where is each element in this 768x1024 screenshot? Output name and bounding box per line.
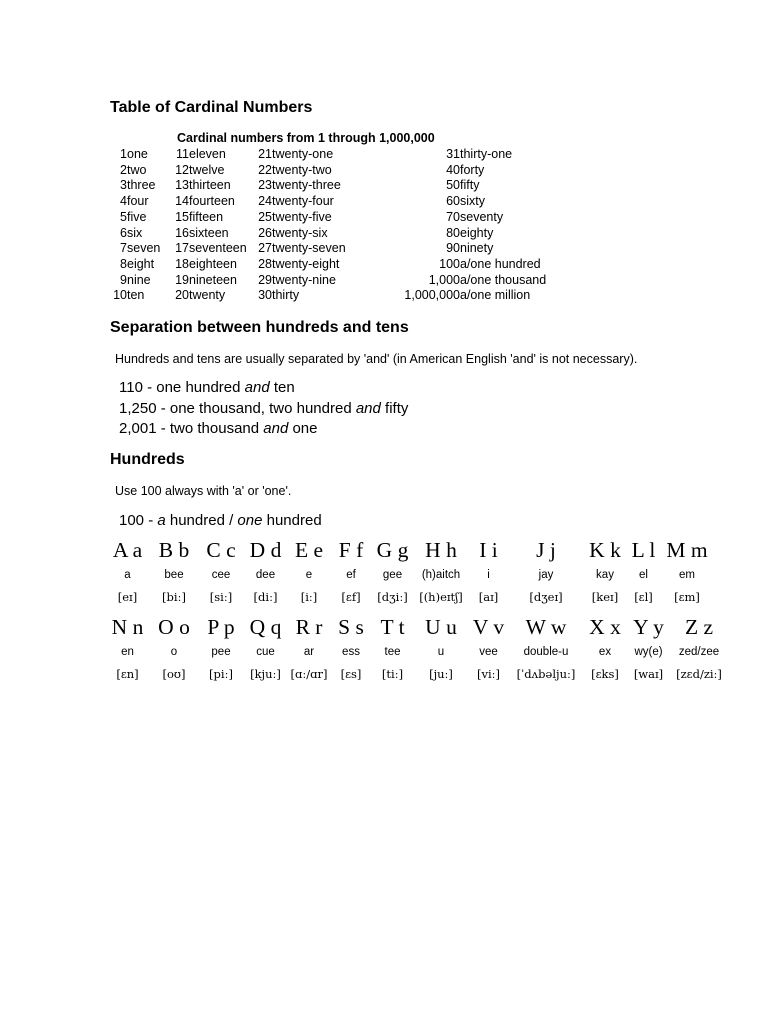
- letter-name: u: [437, 646, 445, 658]
- table-row: [106, 587, 713, 607]
- letter-pronunciation: [ɛs]: [340, 667, 362, 681]
- cardinal-word: eighteen: [189, 256, 237, 271]
- letter-pronunciation: [eɪ]: [117, 590, 138, 604]
- table-row: [110, 226, 560, 242]
- cardinal-word: thirteen: [189, 178, 231, 193]
- hundreds-heading: Hundreds: [110, 451, 185, 468]
- letter-pronunciation: [waɪ]: [633, 667, 664, 681]
- cardinal-number: 70: [446, 209, 460, 224]
- table-row: [110, 241, 560, 257]
- alphabet-letter: S s: [338, 615, 364, 639]
- cardinal-word: fourteen: [189, 194, 235, 209]
- alphabet-letter: J j: [536, 538, 556, 562]
- letter-pronunciation: [ɑː/ɑr]: [290, 667, 328, 681]
- letter-name: zed/zee: [678, 646, 720, 658]
- cardinal-number: 1,000: [428, 272, 460, 287]
- cardinal-word: fifteen: [189, 209, 224, 224]
- letter-name: a: [124, 569, 131, 581]
- cardinal-number: 11: [176, 147, 189, 161]
- letter-pronunciation: [viː]: [476, 667, 501, 681]
- cardinal-number: 90: [446, 241, 460, 256]
- letter-pronunciation: [diː]: [253, 590, 278, 604]
- letter-pronunciation: [ˈdʌbəljuː]: [516, 667, 576, 681]
- cardinal-word: twenty-seven: [272, 241, 346, 256]
- cardinal-number: 15: [175, 209, 189, 224]
- cardinal-word: nineteen: [189, 272, 237, 287]
- alphabet-letter: E e: [294, 538, 324, 562]
- cardinal-word: a/one million: [460, 288, 531, 303]
- letter-name: o: [170, 646, 178, 658]
- example-line: 1,250 - one thousand, two hundred and fifty: [119, 399, 409, 417]
- letter-pronunciation: [biː]: [162, 590, 186, 604]
- cardinal-number: 24: [258, 194, 272, 209]
- cardinal-number: 5: [120, 209, 127, 224]
- letter-name: ess: [342, 646, 360, 658]
- cardinal-word: a/one thousand: [460, 272, 547, 287]
- alphabet-letter: U u: [425, 615, 457, 639]
- letter-pronunciation: [oʊ]: [162, 667, 186, 681]
- cardinal-number: 1: [120, 147, 127, 161]
- cardinal-number: 30: [258, 288, 272, 303]
- cardinal-word: sixty: [460, 194, 485, 209]
- cardinal-word: twenty-nine: [272, 272, 336, 287]
- cardinal-word: three: [127, 178, 156, 193]
- cardinal-number: 50: [446, 178, 460, 193]
- cardinal-number: 28: [258, 256, 272, 271]
- alphabet-letter: P p: [207, 615, 235, 639]
- cardinal-number: 8: [120, 256, 127, 271]
- cardinal-number: 16: [175, 225, 189, 240]
- cardinal-word: thirty-one: [460, 147, 513, 161]
- alphabet-letter: A a: [112, 538, 143, 562]
- cardinal-number: 60: [446, 194, 460, 209]
- cardinal-word: seven: [127, 241, 161, 256]
- letter-name: el: [639, 569, 648, 581]
- cardinal-word: one: [127, 147, 148, 161]
- separation-heading: Separation between hundreds and tens: [110, 319, 409, 336]
- letter-pronunciation: [(h)eɪtʃ]: [419, 590, 463, 604]
- letter-pronunciation: [juː]: [429, 667, 453, 681]
- alphabet-letter: M m: [666, 538, 708, 562]
- cardinal-word: twenty-two: [272, 162, 332, 177]
- letter-name: bee: [164, 569, 184, 581]
- alphabet-letter: G g: [376, 538, 409, 562]
- cardinal-number: 29: [258, 272, 272, 287]
- alphabet-letter: V v: [472, 615, 505, 639]
- cardinal-number: 10: [113, 288, 127, 303]
- letter-name: jay: [538, 569, 554, 581]
- alphabet-letter: Y y: [633, 615, 664, 639]
- letter-pronunciation: [dʒiː]: [377, 590, 408, 604]
- letter-name: ef: [346, 569, 356, 581]
- cardinal-word: eight: [127, 256, 155, 271]
- cardinal-number: 25: [258, 209, 272, 224]
- cardinal-number: 6: [120, 225, 127, 240]
- hundreds-text: Use 100 always with 'a' or 'one'.: [115, 484, 292, 498]
- letter-pronunciation: [siː]: [209, 590, 233, 604]
- cardinal-word: five: [127, 209, 147, 224]
- letter-pronunciation: [iː]: [300, 590, 318, 604]
- letter-name: gee: [382, 569, 403, 581]
- letter-name: dee: [255, 569, 276, 581]
- table-row: [106, 564, 713, 587]
- cardinal-word: seventy: [460, 209, 504, 224]
- cardinal-number: 27: [258, 241, 272, 256]
- alphabet-letter: K k: [589, 538, 621, 562]
- alphabet-letter: C c: [206, 538, 236, 562]
- cardinal-number: 23: [258, 178, 272, 193]
- alphabet-letter: H h: [425, 538, 457, 562]
- letter-name: e: [305, 569, 313, 581]
- letter-pronunciation: [aɪ]: [478, 590, 499, 604]
- letter-pronunciation: [ɛf]: [341, 590, 361, 604]
- cardinal-number: 1,000,000: [404, 288, 460, 303]
- letter-name: pee: [211, 646, 231, 658]
- letter-name: en: [121, 646, 134, 658]
- letter-pronunciation: [ɛn]: [116, 667, 139, 681]
- table-row: [110, 210, 560, 226]
- page-title: Table of Cardinal Numbers: [110, 99, 313, 116]
- cardinal-word: fifty: [460, 178, 480, 193]
- separation-examples: [119, 378, 408, 440]
- letter-name: vee: [479, 646, 498, 658]
- cardinal-number: 21: [258, 147, 272, 161]
- table-row: [106, 641, 727, 664]
- cardinal-number: 13: [175, 178, 189, 193]
- table-row: [106, 614, 727, 641]
- hundreds-example: 100 - a hundred / one hundred: [119, 512, 322, 529]
- cardinal-word: twenty-four: [272, 194, 334, 209]
- alphabet-letter: B b: [158, 538, 190, 562]
- cardinal-number: 40: [446, 162, 460, 177]
- cardinal-number: 3: [120, 178, 127, 193]
- alphabet-letter: D d: [249, 538, 282, 562]
- cardinal-number: 12: [175, 162, 189, 177]
- table-row: [110, 147, 560, 163]
- example-line: 2,001 - two thousand and one: [119, 420, 318, 437]
- alphabet-letter: R r: [295, 615, 323, 639]
- cardinal-number: 22: [258, 162, 272, 177]
- letter-pronunciation: [zɛd/ziː]: [676, 667, 722, 681]
- alphabet-letter: T t: [380, 615, 405, 639]
- cardinal-word: six: [127, 225, 143, 240]
- alphabet-letter: Q q: [249, 615, 282, 639]
- letter-name: ar: [303, 646, 315, 658]
- table-row: [110, 163, 560, 179]
- alphabet-letter: L l: [631, 538, 656, 562]
- cardinal-word: twenty-six: [272, 225, 328, 240]
- cardinal-number: 31: [446, 147, 460, 161]
- cardinal-number: 26: [258, 225, 272, 240]
- letter-pronunciation: [tiː]: [381, 667, 404, 681]
- letter-pronunciation: [keɪ]: [591, 590, 619, 604]
- cardinal-word: a/one hundred: [460, 256, 541, 271]
- cardinal-word: four: [127, 194, 149, 209]
- cardinal-number: 19: [175, 272, 189, 287]
- table-row: [110, 288, 560, 304]
- letter-name: i: [487, 569, 490, 581]
- cardinal-number: 100: [439, 256, 460, 271]
- table-caption: Cardinal numbers from 1 through 1,000,000: [177, 131, 435, 145]
- letter-name: ex: [598, 646, 612, 658]
- alphabet-letter: W w: [525, 615, 567, 639]
- letter-pronunciation: [ɛm]: [674, 590, 700, 604]
- letter-name: kay: [596, 569, 614, 581]
- cardinal-word: ten: [127, 288, 145, 303]
- letter-pronunciation: [kjuː]: [250, 667, 281, 681]
- separation-text: Hundreds and tens are usually separated by 'and' (in American English 'and' is not necessary).: [115, 352, 638, 366]
- letter-pronunciation: [ɛl]: [634, 590, 653, 604]
- alphabet-letter: I i: [479, 538, 498, 562]
- cardinal-number: 14: [175, 194, 189, 209]
- cardinal-word: nine: [127, 272, 151, 287]
- table-row: [110, 273, 560, 289]
- letter-name: cue: [256, 646, 275, 658]
- letter-name: tee: [384, 646, 401, 658]
- cardinal-word: eleven: [189, 147, 226, 161]
- cardinal-number: 9: [120, 272, 127, 287]
- cardinal-number: 17: [175, 241, 189, 256]
- alphabet-letter: O o: [158, 615, 190, 639]
- alphabet-letter: Z z: [684, 615, 714, 639]
- alphabet-letter: F f: [338, 538, 364, 562]
- cardinal-word: twenty-five: [272, 209, 332, 224]
- table-row: [106, 664, 727, 684]
- cardinal-word: ninety: [460, 241, 494, 256]
- letter-pronunciation: [dʒeɪ]: [529, 590, 563, 604]
- letter-name: wy(e): [634, 646, 663, 658]
- cardinal-number: 7: [120, 241, 127, 256]
- table-row: [106, 537, 713, 564]
- cardinal-word: thirty: [272, 288, 300, 303]
- cardinal-word: two: [127, 162, 147, 177]
- cardinal-word: eighty: [460, 225, 494, 240]
- table-row: [110, 257, 560, 273]
- table-row: [110, 194, 560, 210]
- letter-name: double-u: [523, 646, 569, 658]
- table-row: [110, 178, 560, 194]
- cardinal-word: twenty-three: [272, 178, 341, 193]
- cardinal-number: 80: [446, 225, 460, 240]
- cardinal-number: 4: [120, 194, 127, 209]
- letter-pronunciation: [piː]: [209, 667, 233, 681]
- cardinal-number: 2: [120, 162, 127, 177]
- cardinal-word: sixteen: [189, 225, 229, 240]
- cardinal-word: seventeen: [189, 241, 247, 256]
- cardinal-number: 20: [175, 288, 189, 303]
- letter-name: (h)aitch: [421, 569, 461, 581]
- cardinal-word: forty: [460, 162, 485, 177]
- alphabet-letter: N n: [111, 615, 144, 639]
- example-line: 110 - one hundred and ten: [119, 379, 295, 396]
- cardinal-word: twenty-eight: [272, 256, 340, 271]
- alphabet-table-a-to-m: [106, 537, 713, 607]
- alphabet-letter: X x: [589, 615, 621, 639]
- letter-pronunciation: [ɛks]: [591, 667, 619, 681]
- letter-name: em: [679, 569, 695, 581]
- cardinal-word: twenty-one: [272, 147, 334, 161]
- cardinal-numbers-table: [110, 147, 560, 304]
- cardinal-number: 18: [175, 256, 189, 271]
- alphabet-table-n-to-z: [106, 614, 727, 684]
- letter-name: cee: [211, 569, 231, 581]
- cardinal-word: twelve: [189, 162, 225, 177]
- cardinal-word: twenty: [189, 288, 226, 303]
